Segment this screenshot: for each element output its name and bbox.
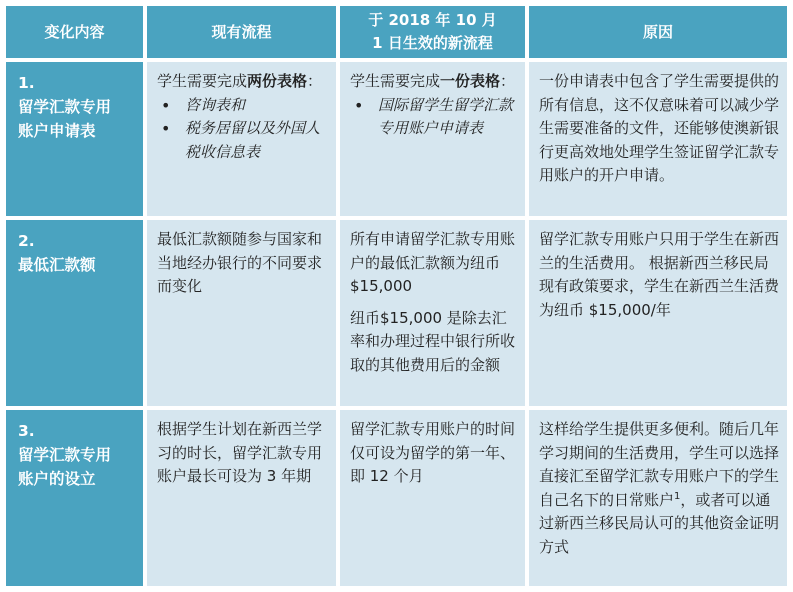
- row-number: 3.: [18, 422, 35, 440]
- reason-text: 一份申请表中包含了学生需要提供的所有信息，这不仅意味着可以减少学生需要准备的文件，还能够使澳新银行更高效地处理学生签证留学汇款专用账户的开户申请。: [539, 72, 780, 184]
- row-label-text: 最低汇款额: [18, 256, 96, 274]
- new-process-note: 纽币$15,000 是除去汇率和办理过程中银行所收取的其他费用后的金额: [350, 308, 516, 374]
- bullet-item: • 咨询表和: [157, 94, 328, 118]
- bullet-item: • 税务居留以及外国人税收信息表: [157, 117, 328, 164]
- reason-cell: [529, 62, 787, 216]
- current-process-cell: [147, 220, 336, 406]
- row-label-application-form: [6, 62, 143, 216]
- new-process-cell: [340, 220, 525, 406]
- footnote-marker: 1: [674, 490, 681, 502]
- row-label-minimum-remittance: [6, 220, 143, 406]
- row-number: 2.: [18, 232, 35, 250]
- new-process-cell: [340, 410, 525, 586]
- header-change-item: 变化内容: [6, 6, 143, 58]
- new-process-text: 所有申请留学汇款专用账户的最低汇款额为纽币 $15,000: [350, 230, 516, 295]
- header-new-process: 于 2018 年 10 月 1 日生效的新流程: [340, 6, 525, 58]
- row-number: 1.: [18, 74, 35, 92]
- row-label-account-setup: [6, 410, 143, 586]
- current-process-text: 学生需要完成两份表格：: [157, 72, 323, 90]
- reason-text: 这样给学生提供更多便利。随后几年学习期间的生活费用，学生可以选择直接汇至留学汇款专用账户下的学生自己名下的日常账户$^1$，或者可以通过新西兰移民局认可的其他资金证明方式: [539, 420, 780, 556]
- current-process-cell: [147, 410, 336, 586]
- current-process-text: 最低汇款额随参与国家和当地经办银行的不同要求而变化: [157, 230, 323, 295]
- current-process-text: 根据学生计划在新西兰学习的时长，留学汇款专用账户最长可设为 3 年期: [157, 420, 323, 485]
- row-label-text: 留学汇款专用账户的设立: [18, 446, 112, 488]
- row-label-text: 留学汇款专用账户申请表: [18, 98, 112, 140]
- header-current-process: 现有流程: [147, 6, 336, 58]
- bullet-item: • 国际留学生留学汇款专用账户申请表: [350, 94, 517, 141]
- new-process-text: 学生需要完成一份表格：: [350, 72, 516, 90]
- current-process-cell: [147, 62, 336, 216]
- reason-cell: [529, 410, 787, 586]
- header-reason: 原因: [529, 6, 787, 58]
- new-process-cell: [340, 62, 525, 216]
- reason-text: 留学汇款专用账户只用于学生在新西兰的生活费用。 根据新西兰移民局现有政策要求，学生在新西兰生活费为纽币 $15,000/年: [539, 230, 780, 319]
- reason-cell: [529, 220, 787, 406]
- new-process-text: 留学汇款专用账户的时间仅可设为留学的第一年、即 12 个月: [350, 420, 516, 485]
